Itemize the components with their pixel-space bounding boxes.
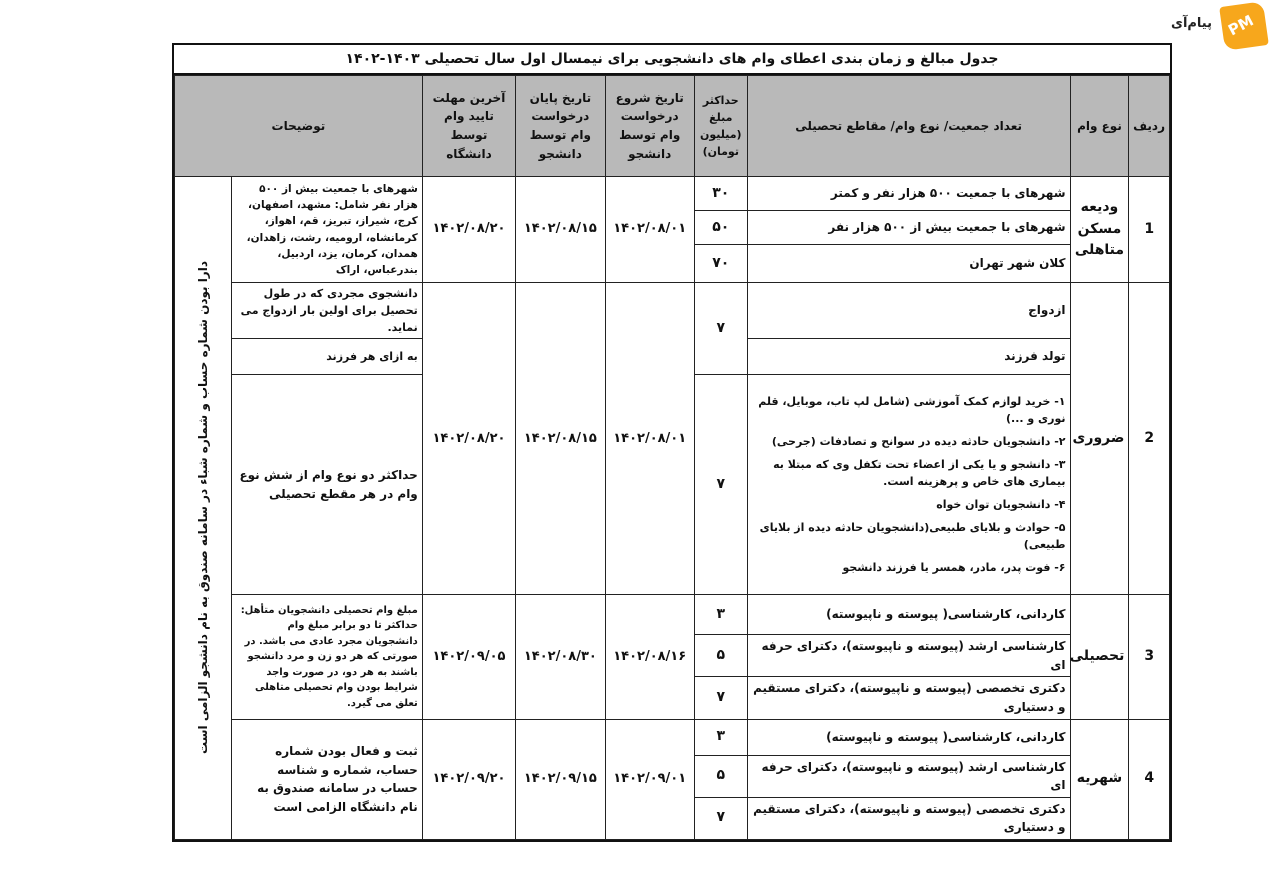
- population-list-cell: [747, 375, 1070, 595]
- table-row: [175, 283, 1170, 339]
- loan-type: تحصیلی: [1070, 595, 1129, 719]
- amount-cell: ۵: [694, 755, 747, 797]
- end-date: ۱۴۰۲/۰۸/۱۵: [516, 177, 605, 283]
- table-row: [175, 595, 1170, 635]
- row-number: 3: [1129, 595, 1170, 719]
- population-cell: شهرهای با جمعیت ۵۰۰ هزار نفر و کمتر: [747, 177, 1070, 211]
- population-cell: ازدواج: [747, 283, 1070, 339]
- start-date: ۱۴۰۲/۰۸/۰۱: [605, 283, 694, 595]
- list-item: ۳- دانشجو و یا یکی از اعضاء تحت تکفل وی که مبتلا به بیماری های خاص و پرهزینه است.: [773, 458, 1066, 489]
- amount-cell: ۷: [694, 283, 747, 375]
- start-date: ۱۴۰۲/۰۹/۰۱: [605, 719, 694, 839]
- start-date: ۱۴۰۲/۰۸/۱۶: [605, 595, 694, 719]
- logo-badge-icon: [1219, 1, 1269, 51]
- note-cell: شهرهای با جمعیت بیش از ۵۰۰ هزار نفر شامل: مشهد، اصفهان، کرج، شیراز، تبریز، قم، اهواز، کرمانشاه، ارومیه، رشت، زاهدان، همدان، کرمان، یزد، اردبیل، بندرعباس، اراک: [231, 177, 422, 283]
- population-cell: دکتری تخصصی (پیوسته و ناپیوسته)، دکترای مستقیم و دستیاری: [747, 677, 1070, 719]
- amount-cell: ۷: [694, 677, 747, 719]
- deadline-date: ۱۴۰۲/۰۹/۲۰: [422, 719, 515, 839]
- end-date: ۱۴۰۲/۰۸/۳۰: [516, 595, 605, 719]
- note-cell: مبلغ وام تحصیلی دانشجویان متأهل: حداکثر تا دو برابر مبلغ وام دانشجویان مجرد عادی می باشد. در صورتی که هر دو زن و مرد دانشجو باشند به هر دو، در صورت واجد شرایط بودن وام تحصیلی متاهلی تعلق می گیرد.: [231, 595, 422, 719]
- population-cell: کاردانی، کارشناسی( پیوسته و ناپیوسته): [747, 719, 1070, 755]
- amount-cell: ۵۰: [694, 211, 747, 245]
- amount-cell: ۷: [694, 375, 747, 595]
- population-cell: کلان شهر تهران: [747, 245, 1070, 283]
- amount-cell: ۳۰: [694, 177, 747, 211]
- loan-type: ودیعه مسکن متاهلی: [1070, 177, 1129, 283]
- population-cell: کاردانی، کارشناسی( پیوسته و ناپیوسته): [747, 595, 1070, 635]
- site-logo[interactable]: [1124, 4, 1274, 44]
- amount-cell: ۷: [694, 797, 747, 839]
- header-row-number: ردیف: [1129, 76, 1170, 177]
- note-cell: به ازای هر فرزند: [231, 339, 422, 375]
- list-item: ۱- خرید لوازم کمک آموزشی (شامل لپ تاب، موبایل، قلم نوری و ...): [758, 394, 1066, 425]
- side-note-text: دارا بودن شماره حساب و شماره شباء در سامانه صندوق به نام دانشجو الزامی است: [195, 261, 210, 755]
- header-max-amount: حداکثر مبلغ (میلیون تومان): [694, 76, 747, 177]
- note-cell: ثبت و فعال بودن شماره حساب، شماره و شناسه حساب در سامانه صندوق به نام دانشگاه الزامی است: [231, 719, 422, 839]
- document-title: جدول مبالغ و زمان بندی اعطای وام های دانشجویی برای نیمسال اول سال تحصیلی ۱۴۰۳-۱۴۰۲: [174, 45, 1170, 75]
- list-item: ۴- دانشجویان توان خواه: [936, 498, 1066, 512]
- deadline-date: ۱۴۰۲/۰۹/۰۵: [422, 595, 515, 719]
- note-cell: حداکثر دو نوع وام از شش نوع وام در هر مقطع تحصیلی: [231, 375, 422, 595]
- deadline-date: ۱۴۰۲/۰۸/۲۰: [422, 177, 515, 283]
- loan-table: [174, 75, 1170, 840]
- list-item: ۲- دانشجویان حادثه دیده در سوانح و تصادفات (جرحی): [771, 435, 1066, 449]
- header-start-date: تاریخ شروع درخواست وام توسط دانشجو: [605, 76, 694, 177]
- table-row: [175, 177, 1170, 211]
- list-item: ۵- حوادث و بلایای طبیعی(دانشجویان حادثه دیده از بلایای طبیعی): [759, 521, 1066, 552]
- loan-type: ضروری: [1070, 283, 1129, 595]
- list-item: ۶- فوت پدر، مادر، همسر یا فرزند دانشجو: [842, 561, 1066, 575]
- end-date: ۱۴۰۲/۰۹/۱۵: [516, 719, 605, 839]
- end-date: ۱۴۰۲/۰۸/۱۵: [516, 283, 605, 595]
- header-loan-type: نوع وام: [1070, 76, 1129, 177]
- population-list: [752, 390, 1066, 579]
- amount-cell: ۵: [694, 635, 747, 677]
- amount-cell: ۷۰: [694, 245, 747, 283]
- row-number: 1: [1129, 177, 1170, 283]
- note-cell: دانشجوی مجردی که در طول تحصیل برای اولین بار ازدواج می نماید.: [231, 283, 422, 339]
- population-cell: دکتری تخصصی (پیوسته و ناپیوسته)، دکترای مستقیم و دستیاری: [747, 797, 1070, 839]
- population-cell: تولد فرزند: [747, 339, 1070, 375]
- deadline-date: ۱۴۰۲/۰۸/۲۰: [422, 283, 515, 595]
- loan-type: شهریه: [1070, 719, 1129, 839]
- row-number: 2: [1129, 283, 1170, 595]
- population-cell: کارشناسی ارشد (پیوسته و ناپیوسته)، دکترای حرفه ای: [747, 635, 1070, 677]
- header-population: تعداد جمعیت/ نوع وام/ مقاطع تحصیلی: [747, 76, 1070, 177]
- amount-cell: ۳: [694, 595, 747, 635]
- population-cell: شهرهای با جمعیت بیش از ۵۰۰ هزار نفر: [747, 211, 1070, 245]
- header-end-date: تاریخ پایان درخواست وام توسط دانشجو: [516, 76, 605, 177]
- row-number: 4: [1129, 719, 1170, 839]
- logo-text: پیام‌آی: [1171, 16, 1212, 31]
- header-row: [175, 76, 1170, 177]
- side-note: [175, 177, 232, 840]
- amount-cell: ۳: [694, 719, 747, 755]
- header-deadline: آخرین مهلت تایید وام توسط دانشگاه: [422, 76, 515, 177]
- table-row: [175, 719, 1170, 755]
- header-notes: توضیحات: [175, 76, 423, 177]
- loan-schedule-document: [172, 43, 1172, 842]
- logo-badge-text: PM: [1225, 11, 1257, 40]
- population-cell: کارشناسی ارشد (پیوسته و ناپیوسته)، دکترای حرفه ای: [747, 755, 1070, 797]
- start-date: ۱۴۰۲/۰۸/۰۱: [605, 177, 694, 283]
